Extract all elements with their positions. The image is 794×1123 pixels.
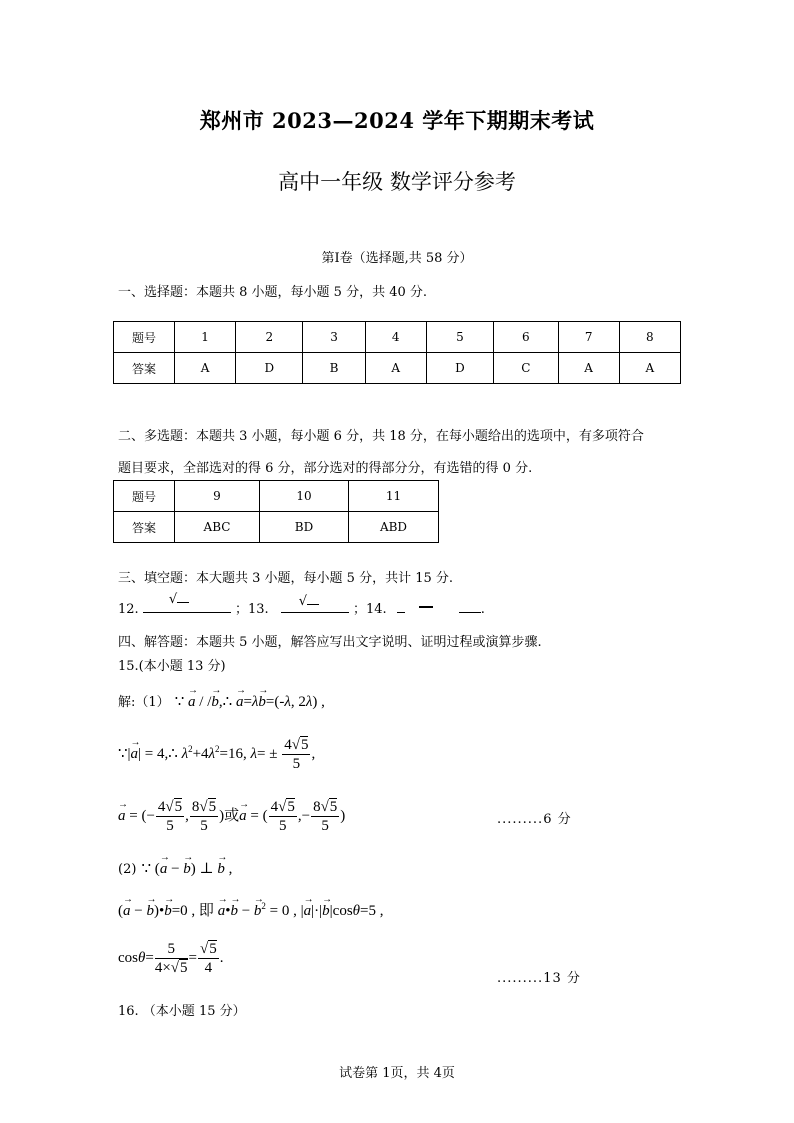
q13-label: ；13. <box>234 602 269 617</box>
formula: ∵ (→ a − → b) ⊥ → b , <box>142 861 233 877</box>
table-cell: 6 <box>494 322 558 353</box>
score-6: .........6 分 <box>497 812 572 827</box>
table-cell: 3 <box>303 322 365 353</box>
table-row <box>114 322 681 353</box>
table-row <box>114 512 439 543</box>
table-cell: B <box>303 353 365 384</box>
q15-step1 <box>118 691 325 711</box>
table-cell: ABC <box>175 512 260 543</box>
part2-heading-line2: 题目要求，全部选对的得 6 分，部分选对的得部分分，有选错的得 0 分. <box>118 461 533 476</box>
table-cell: 9 <box>175 481 260 512</box>
row-label: 答案 <box>114 512 175 543</box>
table-cell: A <box>365 353 426 384</box>
fill-blank-line <box>118 592 485 617</box>
table-cell: D <box>426 353 493 384</box>
answer-table-1 <box>113 321 681 384</box>
part4-heading: 四、解答题：本题共 5 小题，解答应写出文字说明、证明过程或演算步骤. <box>118 635 542 650</box>
q14-label: ；14. <box>352 602 387 617</box>
table-cell: 5 <box>426 322 493 353</box>
table-cell: 2 <box>236 322 303 353</box>
fill-line-end: . <box>480 602 485 617</box>
table-cell: 10 <box>260 481 349 512</box>
table-cell: 4 <box>365 322 426 353</box>
q15-step2-prefix: (2) <box>118 862 137 877</box>
part3-heading: 三、填空题：本大题共 3 小题，每小题 5 分，共计 15 分. <box>118 571 454 586</box>
table-cell: 1 <box>175 322 236 353</box>
section-title: 第Ⅰ卷（选择题,共 58 分） <box>321 251 473 266</box>
q14-blank <box>397 601 481 613</box>
formula-dot-product: (→ a − → b)•→ b=0 , 即 → a•→ b − → $b^2 = 0$ , |→ a|·|→ b|cosθ=5 , <box>118 899 384 920</box>
formula: ∵ → a / /→ b,∴ → a=λ→ b=(-λ, 2λ) , <box>175 694 325 710</box>
table-cell: ABD <box>349 512 439 543</box>
table-cell: A <box>558 353 619 384</box>
q15-step2 <box>118 858 232 878</box>
row-label: 题号 <box>114 322 175 353</box>
table-cell: 8 <box>619 322 680 353</box>
table-row <box>114 481 439 512</box>
q12-blank: √ <box>143 600 231 613</box>
exam-subtitle: 高中一年级 数学评分参考 <box>278 170 516 194</box>
table-cell: A <box>619 353 680 384</box>
page-footer: 试卷第 1页，共 4页 <box>339 1066 455 1081</box>
table-row <box>114 353 681 384</box>
row-label: 题号 <box>114 481 175 512</box>
formula-lambda: ∵|→ a| = 4,∴ $\lambda^2+4\lambda^2=16$, λ= ± $\frac{4√5}{5}$ , <box>118 736 315 773</box>
table-cell: 7 <box>558 322 619 353</box>
score-13: .........13 分 <box>497 971 581 986</box>
table-cell: A <box>175 353 236 384</box>
q15-heading: 15.(本小题 13 分) <box>118 659 226 674</box>
table-cell: C <box>494 353 558 384</box>
table-cell: 11 <box>349 481 439 512</box>
row-label: 答案 <box>114 353 175 384</box>
part2-heading-line1: 二、多选题：本题共 3 小题，每小题 6 分，共 18 分，在每小题给出的选项中，有多项符合 <box>118 429 644 444</box>
q16-heading: 16. （本小题 15 分） <box>118 1004 246 1019</box>
formula-cos: cosθ= $\frac{5}{4\times√5}$ = $\frac{√5}{4}$ . <box>118 941 224 976</box>
exam-title: 郑州市 2023—2024 学年下期期末考试 <box>199 108 595 133</box>
q12-label: 12. <box>118 602 139 617</box>
answer-table-2 <box>113 480 439 543</box>
table-cell: D <box>236 353 303 384</box>
q13-blank: √ <box>281 600 349 613</box>
part1-heading: 一、选择题：本题共 8 小题，每小题 5 分，共 40 分. <box>118 285 428 300</box>
formula-vector-a: → a = (− $\frac{4√5}{5}$ , $\frac{8√5}{5}$ )或→ a = ( $\frac{4√5}{5}$ ,− $\frac{8√5}{5}$ ) <box>118 798 345 835</box>
table-cell: BD <box>260 512 349 543</box>
q15-step1-prefix: 解:（1） <box>118 695 170 710</box>
